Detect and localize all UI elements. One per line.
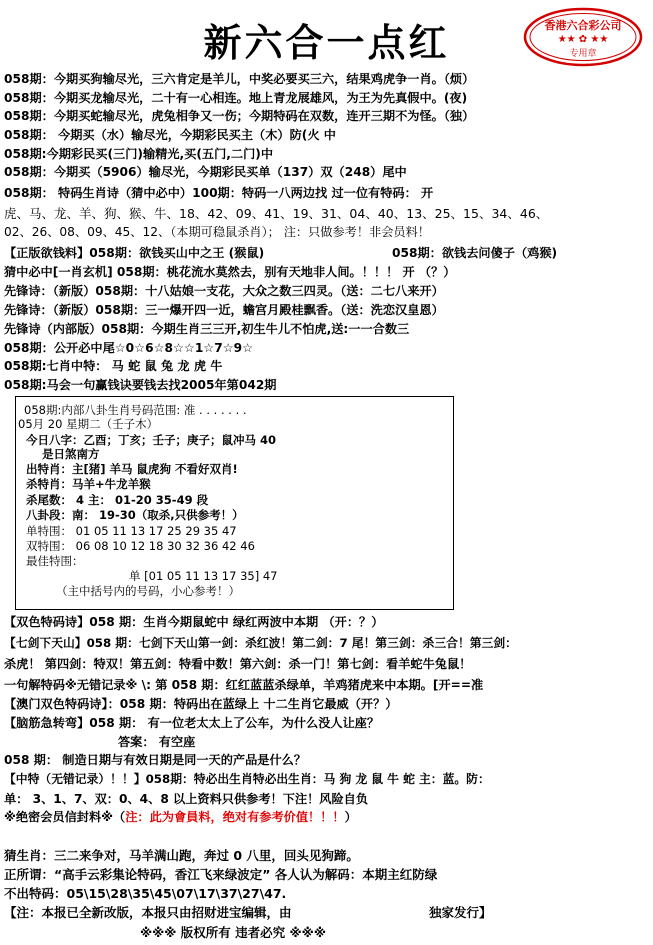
lower-line-1: 【双色特码诗】058 期：生肖今期鼠蛇中 绿红两波中本期 （开：？）: [4, 615, 384, 629]
prediction-line-2: 058期：今期买龙输尽光，二十有一心相连。地上青龙展雄风，为王为先真假中。(夜): [4, 91, 468, 105]
lower-line-9: 【中特（无错记录）！！】058期：特必出生肖特必出生肖：马 狗 龙 鼠 牛 蛇 主：蓝。防：: [4, 772, 490, 786]
prediction-line-11: 猜中必中[一肖玄机] 058期：桃花流水莫然去，别有天地非人间。！！！ 开 （？）: [4, 265, 456, 279]
prediction-line-12: 先锋诗：（新版）058期：十八姑娘一支花，大众之数三四灵。（送：二七八来开）: [4, 284, 444, 298]
lower-line-4: 一句解特码※无错记录※ \: 第 058 期：红红蓝蓝杀绿单，羊鸡猪虎来中本期。[开==准: [4, 678, 484, 692]
box-line-9: 单特围： 01 05 11 13 17 25 29 35 47: [26, 524, 237, 538]
box-line-4: 是日煞南方: [42, 447, 100, 461]
secret-note-close: ）: [344, 810, 357, 824]
footer-line-2: 正所谓：“高手云彩集论特码，香江飞来绿波定” 各人认为解码：本期主红防绿: [4, 867, 438, 882]
prediction-line-10b: 058期：欲钱去问傻子（鸡猴): [392, 246, 558, 260]
box-line-2: 05月 20 星期二（壬子木）: [18, 417, 159, 431]
company-seal: [522, 6, 644, 68]
seal-stars: ★★ ✿ ★★: [557, 34, 609, 45]
footer-line-3: 不出特码：05\15\28\35\45\07\17\37\27\47.: [4, 886, 287, 901]
footer-line-1: 猜生肖：三二来争对，马羊满山跑，奔过 0 八里，回头见狗蹄。: [4, 848, 359, 863]
box-line-10: 双特围： 06 08 10 12 18 30 32 36 42 46: [26, 539, 255, 553]
box-line-13: （主中括号内的号码，小心参考！）: [56, 584, 240, 598]
prediction-line-1: 058期：今期买狗输尽光，三六肯定是羊儿，中奖必要买三六，结果鸡虎争一肖。（烦）: [4, 72, 475, 86]
lower-line-2: 【七剑下天山】058 期：七剑下天山第一剑：杀红波！第二剑：7 尾！第三剑：杀三合！第三剑：: [4, 636, 517, 650]
box-line-12: 单 [01 05 11 13 17 35] 47: [129, 569, 278, 583]
lower-line-8: 058 期： 制造日期与有效日期是同一天的产品是什么？: [4, 753, 307, 767]
prediction-line-8: 虎、马、龙、羊、狗、猴、牛、18、42、09、41、19、31、04、40、13、25、15、34、46、: [4, 206, 549, 221]
seal-top-text: 香港六合彩公司: [544, 19, 622, 32]
footer-copyright: ※※※ 版权所有 违者必究 ※※※: [140, 925, 326, 940]
prediction-line-13: 先锋诗：（新版）058期：三一爆开四一近，蟾宫月殿桂飘香。（送：洗恋汉皇恩）: [4, 303, 444, 317]
footer-line-4a: 【注：本报已全新改版，本报只由招财进宝编辑，由: [4, 905, 292, 920]
box-line-7: 杀尾数： 4 主： 01-20 35-49 段: [26, 493, 209, 507]
prediction-line-17: 058期:马会一句赢钱诀要钱去找2005年第042期: [4, 378, 277, 392]
box-line-11: 最佳特围：: [26, 554, 84, 568]
lower-line-3: 杀虎！ 第四剑：特双！第五剑：特看中数！第六剑：杀一门！第七剑：看羊蛇牛兔鼠！: [4, 657, 472, 671]
prediction-line-9: 02、26、08、09、45、12、（本期可稳鼠杀肖）； 注：只做参考！非会员料！: [4, 225, 430, 239]
lower-line-10: 单： 3、1、7、双：0、4、8 以上资料只供参考！下注！风险自负: [4, 792, 369, 806]
footer-line-4b: 独家发行】: [429, 905, 492, 920]
box-line-8: 八卦段：南： 19-30（取杀,只供参考！）: [26, 508, 244, 522]
member-note: 注：此为會員料，绝对有参考价值！！！: [125, 810, 345, 824]
secret-note-label: ※绝密会员信封料※（: [4, 810, 126, 824]
lower-line-7: 答案： 有空座: [118, 735, 196, 749]
box-line-1: 058期:内部八卦生肖号码范围: 准 . . . . . . .: [24, 403, 247, 417]
prediction-line-10a: 【正版欲钱料】058期：欲钱买山中之王 (猴鼠): [4, 246, 265, 260]
lower-line-6: 【脑筋急转弯】058 期： 有一位老太太上了公车，为什么没人让座？: [4, 716, 380, 730]
prediction-line-6: 058期：今期买（5906）输尽光，今期彩民买单（137）双（248）尾中: [4, 165, 407, 179]
box-line-3: 今日八字：乙酉；丁亥；壬子；庚子；鼠冲马 40: [26, 433, 277, 447]
box-line-5: 出特肖：主[猪] 羊马 鼠虎狗 不看好双肖!: [26, 462, 238, 476]
lower-line-11: [4, 809, 357, 825]
prediction-line-16: 058期:七肖中特： 马 蛇 鼠 兔 龙 虎 牛: [4, 359, 223, 373]
page-title: 新六合一点红: [203, 20, 450, 65]
prediction-line-3: 058期：今期买蛇输尽光，虎兔相争又一伤；今期特码在双数，连开三期不为怪。（独）: [4, 109, 475, 123]
prediction-line-14: 先锋诗（内部版）058期：今期生肖三三开,初生牛儿不怕虎,送:一一合数三: [4, 322, 410, 336]
prediction-line-5: 058期:今期彩民买(三门)输精光,买(五门,二门)中: [4, 147, 274, 161]
info-box: [15, 396, 454, 610]
lower-line-5: 【澳门双色特码诗】：058 期：特码出在蓝绿上 十二生肖它最威（开？）: [4, 697, 398, 711]
seal-bottom-text: 专用章: [569, 49, 597, 59]
prediction-line-4: 058期： 今期买（水）输尽光，今期彩民买主（木）防(火 中: [4, 128, 336, 142]
box-line-6: 杀特肖：马羊+牛龙羊猴: [26, 477, 151, 491]
prediction-line-15: 058期：公开必中尾☆0☆6☆8☆☆1☆7☆9☆: [4, 341, 254, 355]
prediction-line-7: 058期： 特码生肖诗（猜中必中）100期：特码一八两边找 过一位有特码： 开: [4, 186, 434, 200]
